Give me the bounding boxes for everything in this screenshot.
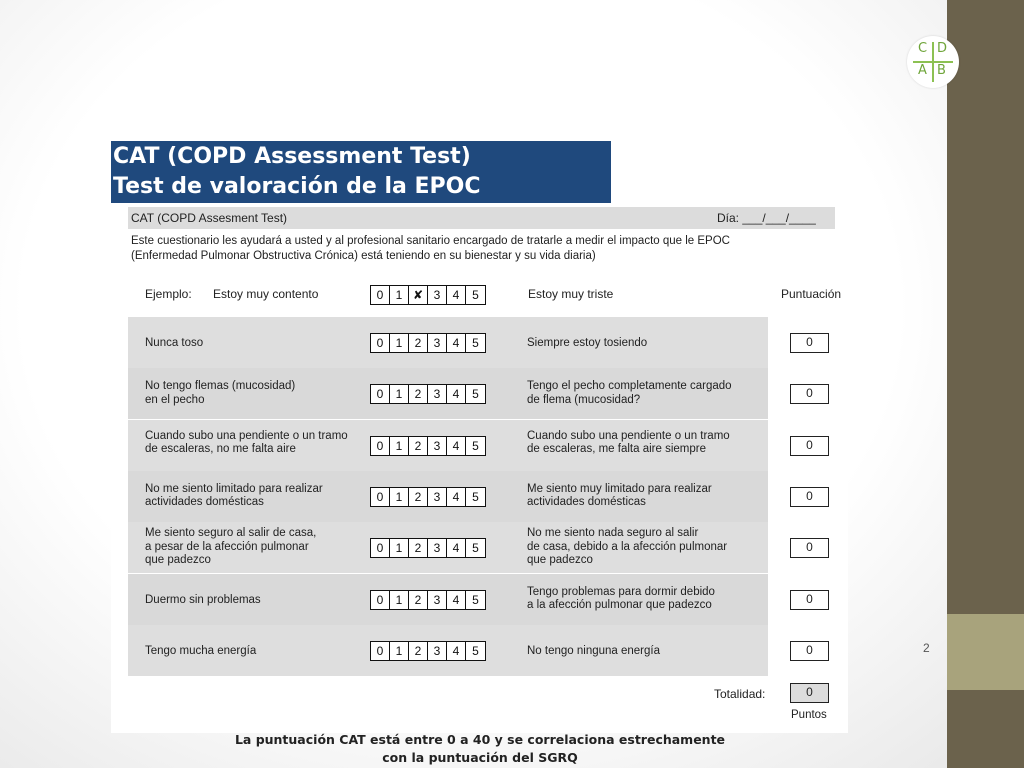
question-right-text: No me siento nada seguro al salir de casa, debido a la afección pulmonar que padezco bbox=[527, 527, 728, 567]
answer-scale bbox=[370, 384, 486, 404]
scale-option-1[interactable]: 1 bbox=[390, 591, 409, 609]
scale-option-2[interactable]: 2 bbox=[409, 642, 428, 660]
scale-option-4[interactable]: 4 bbox=[447, 437, 466, 455]
form-intro bbox=[131, 234, 811, 264]
question-right-text: Me siento muy limitado para realizar actividades domésticas bbox=[527, 482, 712, 509]
scale-option-5[interactable]: 5 bbox=[472, 489, 479, 504]
scale-option-0[interactable]: 0 bbox=[371, 591, 390, 609]
scale-option-0[interactable]: 0 bbox=[371, 539, 390, 557]
question-score-box[interactable]: 0 bbox=[790, 436, 829, 456]
logo-letter-b: B bbox=[937, 63, 946, 78]
caption-line2: con la puntuación del SGRQ bbox=[382, 750, 578, 765]
question-row bbox=[128, 574, 768, 625]
scale-option-0[interactable]: 0 bbox=[371, 642, 390, 660]
question-left-text: Nunca toso bbox=[145, 337, 204, 349]
scale-option-2[interactable]: 2 bbox=[409, 539, 428, 557]
scale-option-1[interactable]: 1 bbox=[390, 488, 409, 506]
example-label: Ejemplo: bbox=[145, 287, 192, 301]
scale-option-2[interactable]: 2 bbox=[409, 437, 428, 455]
scale-option-2[interactable]: 2 bbox=[409, 385, 428, 403]
question-left-text: Duermo sin problemas bbox=[145, 593, 261, 606]
logo-letter-d: D bbox=[937, 41, 948, 56]
scale-option-3[interactable]: 3 bbox=[428, 642, 447, 660]
question-score-box[interactable]: 0 bbox=[790, 590, 829, 610]
question-left-text: No tengo flemas (mucosidad) en el pecho bbox=[145, 380, 296, 406]
cat-form bbox=[111, 203, 848, 733]
scale-option-3[interactable]: 3 bbox=[428, 385, 447, 403]
answer-scale bbox=[370, 333, 486, 353]
question-row bbox=[128, 317, 768, 368]
example-scale-cell: 1 bbox=[390, 286, 409, 304]
question-score-box[interactable]: 0 bbox=[790, 384, 829, 404]
date-field[interactable]: Día: ___/___/____ bbox=[717, 211, 816, 225]
scale-option-4[interactable]: 4 bbox=[447, 642, 466, 660]
scale-option-0[interactable]: 0 bbox=[371, 488, 390, 506]
question-right-text: No tengo ninguna energía bbox=[527, 644, 660, 657]
page-number: 2 bbox=[923, 641, 930, 655]
scale-option-5[interactable]: 5 bbox=[472, 387, 479, 402]
form-header bbox=[128, 207, 835, 229]
question-score-box[interactable]: 0 bbox=[790, 538, 829, 558]
total-label: Totalidad: bbox=[714, 687, 766, 701]
question-score-box[interactable]: 0 bbox=[790, 641, 829, 661]
question-row bbox=[128, 625, 768, 676]
scale-option-1[interactable]: 1 bbox=[390, 539, 409, 557]
scale-option-2[interactable]: 2 bbox=[409, 488, 428, 506]
question-left-text: No me siento limitado para realizar actividades domésticas bbox=[145, 482, 323, 509]
slide-caption bbox=[220, 731, 740, 767]
intro-line1: Este cuestionario les ayudará a usted y al profesional sanitario encargado de tratarle a medir el impacto que le EPOC bbox=[131, 235, 730, 247]
scale-option-0[interactable]: 0 bbox=[371, 437, 390, 455]
question-row bbox=[128, 420, 768, 471]
example-scale-cell: 3 bbox=[428, 286, 447, 304]
question-left-text: Tengo mucha energía bbox=[145, 644, 257, 657]
question-row bbox=[128, 471, 768, 522]
answer-scale bbox=[370, 641, 486, 661]
scale-option-3[interactable]: 3 bbox=[428, 437, 447, 455]
question-left-text: Cuando subo una pendiente o un tramo de escaleras, no me falta aire bbox=[145, 429, 348, 456]
scale-option-4[interactable]: 4 bbox=[447, 488, 466, 506]
scale-option-2[interactable]: 2 bbox=[409, 591, 428, 609]
question-right-text: Cuando subo una pendiente o un tramo de escaleras, me falta aire siempre bbox=[527, 429, 730, 456]
caption-line1: La puntuación CAT está entre 0 a 40 y se correlaciona estrechamente bbox=[234, 732, 726, 747]
scale-option-1[interactable]: 1 bbox=[390, 642, 409, 660]
slide-title bbox=[111, 141, 611, 203]
scale-option-1[interactable]: 1 bbox=[390, 385, 409, 403]
scale-option-5[interactable]: 5 bbox=[472, 438, 479, 453]
question-score-box[interactable]: 0 bbox=[790, 333, 829, 353]
question-left-text: Me siento seguro al salir de casa, a pesar de la afección pulmonar que padezco bbox=[145, 527, 317, 567]
scale-option-3[interactable]: 3 bbox=[428, 539, 447, 557]
question-row bbox=[128, 522, 768, 573]
example-scale-cell: ✘ bbox=[409, 286, 428, 304]
form-header-title: CAT (COPD Assesment Test) bbox=[131, 211, 288, 225]
scale-option-1[interactable]: 1 bbox=[390, 334, 409, 352]
scale-option-4[interactable]: 4 bbox=[447, 385, 466, 403]
example-scale bbox=[370, 285, 486, 305]
score-header: Puntuación bbox=[781, 287, 842, 301]
question-right-text: Tengo el pecho completamente cargado de flema (mucosidad? bbox=[527, 380, 732, 406]
answer-scale bbox=[370, 436, 486, 456]
scale-option-4[interactable]: 4 bbox=[447, 539, 466, 557]
logo-letter-a: A bbox=[918, 63, 927, 78]
example-scale-cell: 4 bbox=[447, 286, 466, 304]
slide-title-line2: Test de valoración de la EPOC bbox=[113, 174, 481, 199]
slide-title-line1: CAT (COPD Assessment Test) bbox=[113, 144, 471, 169]
answer-scale bbox=[370, 538, 486, 558]
example-left-text: Estoy muy contento bbox=[213, 287, 319, 301]
scale-option-4[interactable]: 4 bbox=[447, 591, 466, 609]
scale-option-1[interactable]: 1 bbox=[390, 437, 409, 455]
question-score-box[interactable]: 0 bbox=[790, 487, 829, 507]
answer-scale bbox=[370, 590, 486, 610]
scale-option-4[interactable]: 4 bbox=[447, 334, 466, 352]
sidebar-accent-band bbox=[947, 614, 1024, 690]
question-right-text: Tengo problemas para dormir debido a la afección pulmonar que padezco bbox=[527, 585, 715, 611]
example-right-text: Estoy muy triste bbox=[528, 287, 614, 301]
scale-option-5[interactable]: 5 bbox=[472, 541, 479, 556]
scale-option-3[interactable]: 3 bbox=[428, 591, 447, 609]
scale-option-2[interactable]: 2 bbox=[409, 334, 428, 352]
total-score-box: 0 bbox=[790, 683, 829, 703]
scale-option-5[interactable]: 5 bbox=[472, 592, 479, 607]
scale-option-0[interactable]: 0 bbox=[371, 334, 390, 352]
question-right-text: Siempre estoy tosiendo bbox=[527, 337, 648, 349]
example-scale-cell: 5 bbox=[472, 288, 479, 302]
points-label: Puntos bbox=[791, 709, 827, 721]
intro-line2: (Enfermedad Pulmonar Obstructiva Crónica) está teniendo en su bienestar y su vida diaria) bbox=[131, 250, 596, 262]
answer-scale bbox=[370, 487, 486, 507]
scale-option-0[interactable]: 0 bbox=[371, 385, 390, 403]
question-row bbox=[128, 368, 768, 419]
scale-option-3[interactable]: 3 bbox=[428, 488, 447, 506]
scale-option-3[interactable]: 3 bbox=[428, 334, 447, 352]
scale-option-5[interactable]: 5 bbox=[472, 643, 479, 658]
logo-letter-c: C bbox=[918, 41, 928, 56]
example-scale-cell: 0 bbox=[371, 286, 390, 304]
scale-option-5[interactable]: 5 bbox=[472, 336, 479, 350]
cdab-logo bbox=[907, 36, 959, 88]
